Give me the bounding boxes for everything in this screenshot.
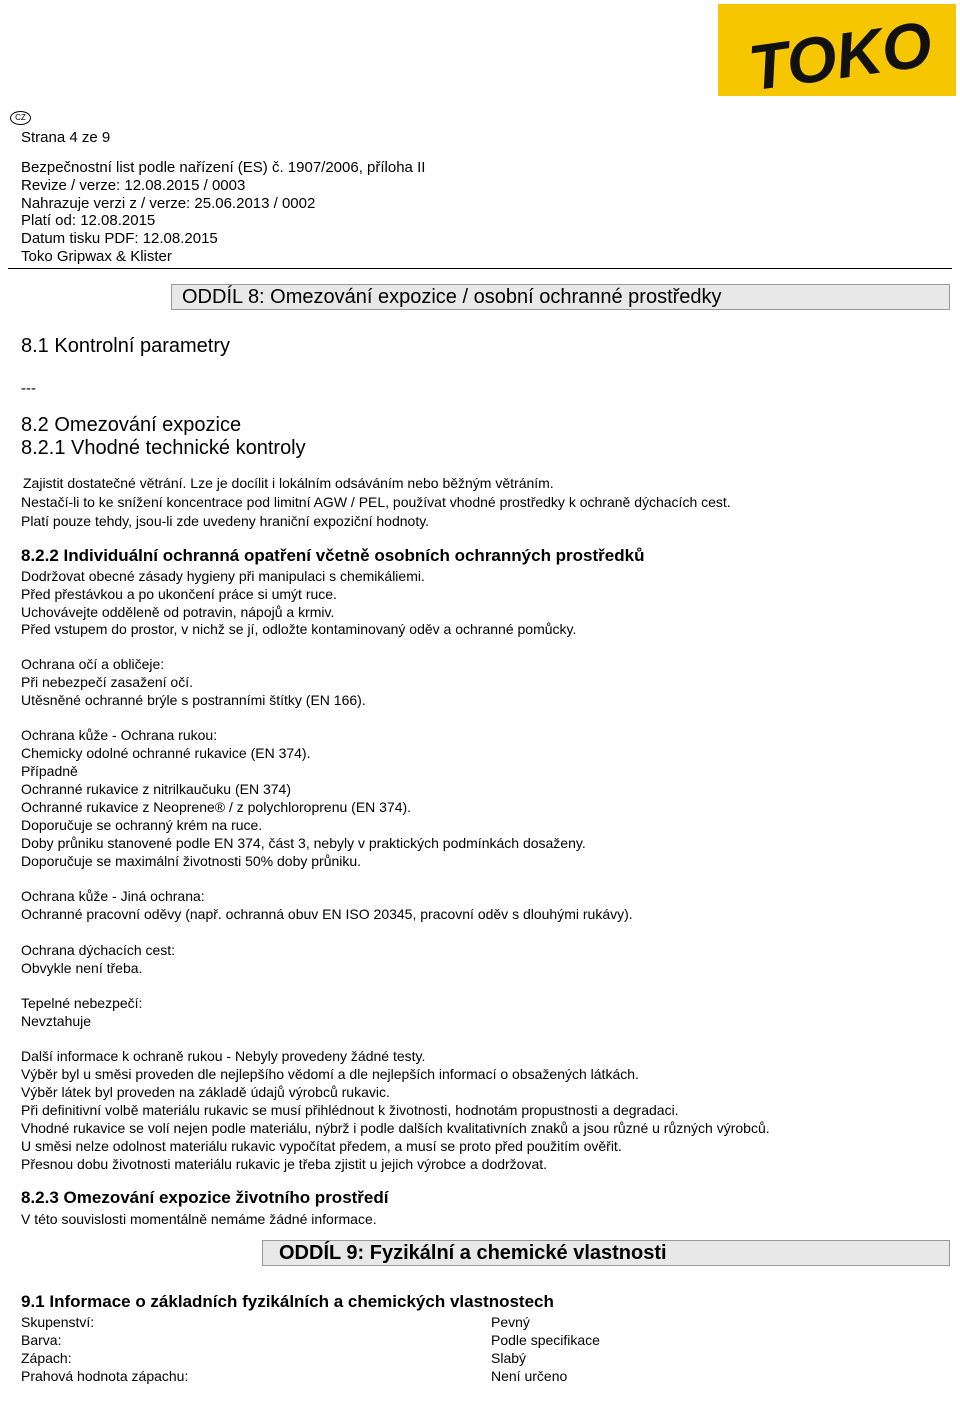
property-label: Barva: <box>21 1332 62 1348</box>
property-label: Skupenství: <box>21 1314 95 1330</box>
property-value: Slabý <box>491 1350 527 1366</box>
text-line: Ochranné pracovní oděvy (např. ochranná obuv EN ISO 20345, pracovní oděv s dlouhými rukávy). <box>21 906 633 922</box>
text-line: Případně <box>21 763 78 779</box>
thermal-hazard-label: Tepelné nebezpečí: <box>21 995 143 1011</box>
text-line: Nestačí-li to ke snížení koncentrace pod limitní AGW / PEL, používat vhodné prostředky k ochraně dýchacích cest. <box>21 494 731 510</box>
property-label: Zápach: <box>21 1350 72 1366</box>
heading-8-2-3: 8.2.3 Omezování expozice životního prostředí <box>21 1188 389 1207</box>
respiratory-protection-label: Ochrana dýchacích cest: <box>21 942 176 958</box>
text-line: Při definitivní volbě materiálu rukavic se musí přihlédnout k životnosti, hodnotám propustnosti a degradaci. <box>21 1102 679 1118</box>
text-line: Výběr byl u směsi proveden dle nejlepšího vědomí a dle nejlepších informací o obsažených látkách. <box>21 1066 639 1082</box>
toko-logo <box>718 4 956 96</box>
text-line: Další informace k ochraně rukou - Nebyly provedeny žádné testy. <box>21 1048 426 1064</box>
property-value: Není určeno <box>491 1368 568 1384</box>
heading-8-2: 8.2 Omezování expozice <box>21 414 242 436</box>
heading-8-1: 8.1 Kontrolní parametry <box>21 335 230 357</box>
header-line: Bezpečnostní list podle nařízení (ES) č. 1907/2006, příloha II <box>21 159 426 176</box>
text-line: Nevztahuje <box>21 1013 92 1029</box>
heading-9-1: 9.1 Informace o základních fyzikálních a chemických vlastnostech <box>21 1292 554 1311</box>
skin-protection-label: Ochrana kůže - Jiná ochrana: <box>21 888 205 904</box>
section-8-heading: ODDÍL 8: Omezování expozice / osobní ochranné prostředky <box>171 284 950 310</box>
text-line: U směsi nelze odolnost materiálu rukavic vypočítat předem, a musí se proto před použitím ověřit. <box>21 1138 622 1154</box>
header-line: Platí od: 12.08.2015 <box>21 212 156 229</box>
text-line: Ochranné rukavice z Neoprene® / z polychloroprenu (EN 374). <box>21 799 412 815</box>
section-9-heading: ODDÍL 9: Fyzikální a chemické vlastnosti <box>262 1240 950 1266</box>
logo-text: TOKO <box>744 7 937 96</box>
text-line: Obvykle není třeba. <box>21 960 143 976</box>
text-line: Před přestávkou a po ukončení práce si umýt ruce. <box>21 586 337 602</box>
page-number: Strana 4 ze 9 <box>21 129 111 146</box>
header-line: Revize / verze: 12.08.2015 / 0003 <box>21 177 246 194</box>
text-line: Chemicky odolné ochranné rukavice (EN 374). <box>21 745 311 761</box>
text-line: Ochranné rukavice z nitrilkaučuku (EN 374) <box>21 781 292 797</box>
heading-8-2-1: 8.2.1 Vhodné technické kontroly <box>21 437 306 459</box>
text-line: V této souvislosti momentálně nemáme žádné informace. <box>21 1211 377 1227</box>
text-line: Dodržovat obecné zásady hygieny při manipulaci s chemikáliemi. <box>21 568 425 584</box>
text-line: Přesnou dobu životnosti materiálu rukavic je třeba zjistit u jejich výrobce a dodržovat. <box>21 1156 548 1172</box>
text-line: Zajistit dostatečné větrání. Lze je docílit i lokálním odsáváním nebo běžným větráním. <box>23 475 554 491</box>
placeholder-dash: --- <box>21 380 36 397</box>
text-line: Uchovávejte odděleně od potravin, nápojů a krmiv. <box>21 604 335 620</box>
text-line: Vhodné rukavice se volí nejen podle materiálu, nýbrž i podle dalších kvalitativních znaků a jsou různé u různých výrobců. <box>21 1120 770 1136</box>
toko-logo-mark <box>718 4 956 96</box>
hand-protection-label: Ochrana kůže - Ochrana rukou: <box>21 727 218 743</box>
property-value: Pevný <box>491 1314 530 1330</box>
property-value: Podle specifikace <box>491 1332 600 1348</box>
property-label: Prahová hodnota zápachu: <box>21 1368 189 1384</box>
text-line: Doporučuje se maximální životnosti 50% doby průniku. <box>21 853 362 869</box>
text-line: Při nebezpečí zasažení očí. <box>21 674 193 690</box>
heading-8-2-2: 8.2.2 Individuální ochranná opatření včetně osobních ochranných prostředků <box>21 546 645 565</box>
text-line: Utěsněné ochranné brýle s postranními štítky (EN 166). <box>21 692 366 708</box>
text-line: Doby průniku stanovené podle EN 374, část 3, nebyly v praktických podmínkách dosaženy. <box>21 835 586 851</box>
language-badge: CZ <box>10 111 31 125</box>
header-rule <box>8 268 952 269</box>
text-line: Výběr látek byl proveden na základě údajů výrobců rukavic. <box>21 1084 390 1100</box>
eye-protection-label: Ochrana očí a obličeje: <box>21 656 165 672</box>
header-line: Nahrazuje verzi z / verze: 25.06.2013 / 0002 <box>21 195 316 212</box>
text-line: Doporučuje se ochranný krém na ruce. <box>21 817 263 833</box>
header-line: Toko Gripwax & Klister <box>21 248 172 265</box>
header-line: Datum tisku PDF: 12.08.2015 <box>21 230 218 247</box>
text-line: Před vstupem do prostor, v nichž se jí, odložte kontaminovaný oděv a ochranné pomůcky. <box>21 621 577 637</box>
text-line: Platí pouze tehdy, jsou-li zde uvedeny hraniční expoziční hodnoty. <box>21 513 430 529</box>
